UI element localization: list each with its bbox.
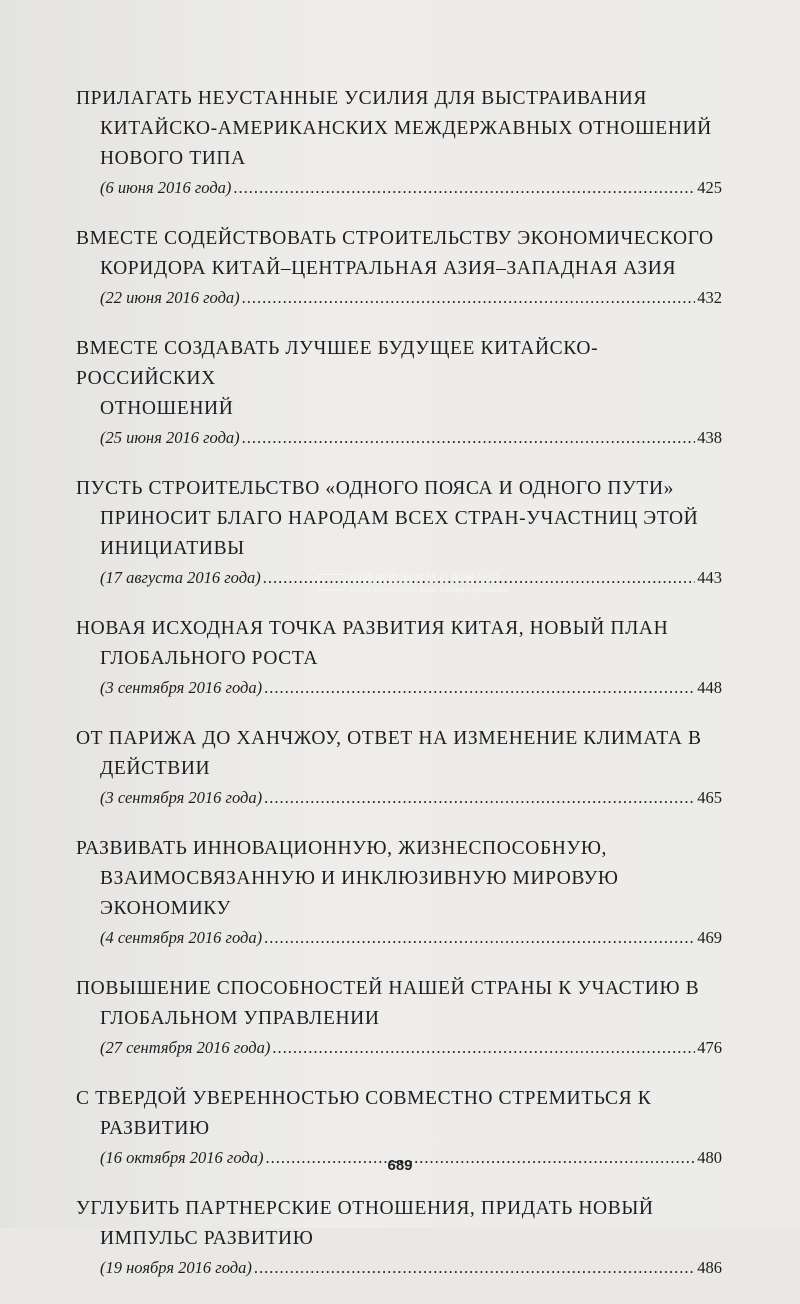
entry-page-number: 486 bbox=[697, 1258, 722, 1277]
entry-title-line: ГЛОБАЛЬНОМ УПРАВЛЕНИИ bbox=[100, 1008, 380, 1029]
entry-date: (17 августа 2016 года) bbox=[100, 568, 261, 587]
entry-page-number: 448 bbox=[697, 678, 722, 697]
entry-title bbox=[76, 474, 722, 564]
entry-date: (25 июня 2016 года) bbox=[100, 428, 240, 447]
watermark-subtext: China International Book Trading Corporation bbox=[350, 586, 509, 594]
entry-title-line: ВМЕСТЕ СОДЕЙСТВОВАТЬ СТРОИТЕЛЬСТВУ ЭКОНОМИЧЕСКОГО bbox=[76, 228, 714, 249]
dot-leader bbox=[242, 284, 696, 312]
entry-date-row bbox=[76, 1254, 722, 1282]
entry-title-line: ПУСТЬ СТРОИТЕЛЬСТВО «ОДНОГО ПОЯСА И ОДНОГО ПУТИ» bbox=[76, 478, 674, 499]
entry-date: (22 июня 2016 года) bbox=[100, 288, 240, 307]
toc-entry[interactable] bbox=[76, 974, 722, 1062]
entry-date: (27 сентября 2016 года) bbox=[100, 1038, 271, 1057]
entry-page-number: 425 bbox=[697, 178, 722, 197]
entry-date-row bbox=[76, 284, 722, 312]
entry-page-number: 443 bbox=[697, 568, 722, 587]
entry-date-row bbox=[76, 174, 722, 202]
entry-title bbox=[76, 84, 722, 174]
toc-entry[interactable] bbox=[76, 1194, 722, 1282]
toc-entry[interactable] bbox=[76, 724, 722, 812]
entry-title-line: ОТНОШЕНИЙ bbox=[100, 398, 234, 419]
entry-date: (6 июня 2016 года) bbox=[100, 178, 232, 197]
entry-date: (3 сентября 2016 года) bbox=[100, 678, 263, 697]
entry-title-line: УГЛУБИТЬ ПАРТНЕРСКИЕ ОТНОШЕНИЯ, ПРИДАТЬ НОВЫЙ bbox=[76, 1198, 654, 1219]
entry-date: (16 октября 2016 года) bbox=[100, 1148, 264, 1167]
toc-entry[interactable] bbox=[76, 614, 722, 702]
entry-title-line: НОВОГО ТИПА bbox=[100, 148, 246, 169]
publisher-logo-icon bbox=[318, 574, 346, 590]
entry-title-line: ПРИЛАГАТЬ НЕУСТАННЫЕ УСИЛИЯ ДЛЯ ВЫСТРАИВАНИЯ bbox=[76, 88, 647, 109]
entry-title bbox=[76, 1084, 722, 1144]
toc-entry[interactable] bbox=[76, 84, 722, 202]
dot-leader bbox=[242, 424, 696, 452]
entry-date-row bbox=[76, 924, 722, 952]
entry-title bbox=[76, 614, 722, 674]
entry-page-number: 469 bbox=[697, 928, 722, 947]
dot-leader bbox=[254, 1254, 695, 1282]
entry-page-number: 438 bbox=[697, 428, 722, 447]
entry-date-row bbox=[76, 784, 722, 812]
entry-title-line: КОРИДОРА КИТАЙ–ЦЕНТРАЛЬНАЯ АЗИЯ–ЗАПАДНАЯ АЗИЯ bbox=[100, 258, 677, 279]
entry-page-number: 465 bbox=[697, 788, 722, 807]
entry-title-line: РАЗВИВАТЬ ИННОВАЦИОННУЮ, ЖИЗНЕСПОСОБНУЮ, bbox=[76, 838, 607, 859]
entry-title-line: ДЕЙСТВИИ bbox=[100, 758, 211, 779]
dot-leader bbox=[264, 674, 695, 702]
entry-date: (19 ноября 2016 года) bbox=[100, 1258, 252, 1277]
entry-title bbox=[76, 334, 722, 424]
entry-page-number: 432 bbox=[697, 288, 722, 307]
entry-title-line: ПРИНОСИТ БЛАГО НАРОДАМ ВСЕХ СТРАН-УЧАСТНИЦ ЭТОЙ bbox=[100, 508, 699, 529]
entry-title-line: ОТ ПАРИЖА ДО ХАНЧЖОУ, ОТВЕТ НА ИЗМЕНЕНИЕ КЛИМАТА В bbox=[76, 728, 702, 749]
entry-title-line: ИНИЦИАТИВЫ bbox=[100, 538, 245, 559]
entry-date: (3 сентября 2016 года) bbox=[100, 788, 263, 807]
entry-title-line: ГЛОБАЛЬНОГО РОСТА bbox=[100, 648, 319, 669]
table-of-contents bbox=[76, 84, 722, 1304]
entry-title-line: С ТВЕРДОЙ УВЕРЕННОСТЬЮ СОВМЕСТНО СТРЕМИТЬСЯ К bbox=[76, 1088, 652, 1109]
entry-date-row bbox=[76, 1034, 722, 1062]
watermark-text: 中國國際圖書貿易集團公司 bbox=[350, 572, 501, 586]
toc-entry[interactable] bbox=[76, 224, 722, 312]
entry-title-line: КИТАЙСКО-АМЕРИКАНСКИХ МЕЖДЕРЖАВНЫХ ОТНОШЕНИЙ bbox=[100, 118, 712, 139]
entry-title bbox=[76, 1194, 722, 1254]
entry-title-line: ЭКОНОМИКУ bbox=[100, 898, 231, 919]
page-number: 689 bbox=[387, 1157, 413, 1174]
dot-leader bbox=[272, 1034, 695, 1062]
entry-title-line: НОВАЯ ИСХОДНАЯ ТОЧКА РАЗВИТИЯ КИТАЯ, НОВЫЙ ПЛАН bbox=[76, 618, 669, 639]
entry-title bbox=[76, 834, 722, 924]
entry-date-row bbox=[76, 674, 722, 702]
entry-date-row bbox=[76, 424, 722, 452]
dot-leader bbox=[264, 784, 695, 812]
entry-title-line: ВМЕСТЕ СОЗДАВАТЬ ЛУЧШЕЕ БУДУЩЕЕ КИТАЙСКО-РОССИЙСКИХ bbox=[76, 338, 599, 389]
entry-title-line: ПОВЫШЕНИЕ СПОСОБНОСТЕЙ НАШЕЙ СТРАНЫ К УЧАСТИЮ В bbox=[76, 978, 700, 999]
dot-leader bbox=[233, 174, 695, 202]
entry-page-number: 480 bbox=[697, 1148, 722, 1167]
entry-title-line: ИМПУЛЬС РАЗВИТИЮ bbox=[100, 1228, 314, 1249]
dot-leader bbox=[264, 924, 695, 952]
entry-date: (4 сентября 2016 года) bbox=[100, 928, 263, 947]
toc-entry[interactable] bbox=[76, 334, 722, 452]
entry-title bbox=[76, 974, 722, 1034]
entry-title bbox=[76, 724, 722, 784]
entry-title bbox=[76, 224, 722, 284]
entry-title-line: ВЗАИМОСВЯЗАННУЮ И ИНКЛЮЗИВНУЮ МИРОВУЮ bbox=[100, 868, 619, 889]
toc-entry[interactable] bbox=[76, 834, 722, 952]
publisher-watermark bbox=[318, 568, 588, 602]
entry-page-number: 476 bbox=[697, 1038, 722, 1057]
entry-title-line: РАЗВИТИЮ bbox=[100, 1118, 210, 1139]
